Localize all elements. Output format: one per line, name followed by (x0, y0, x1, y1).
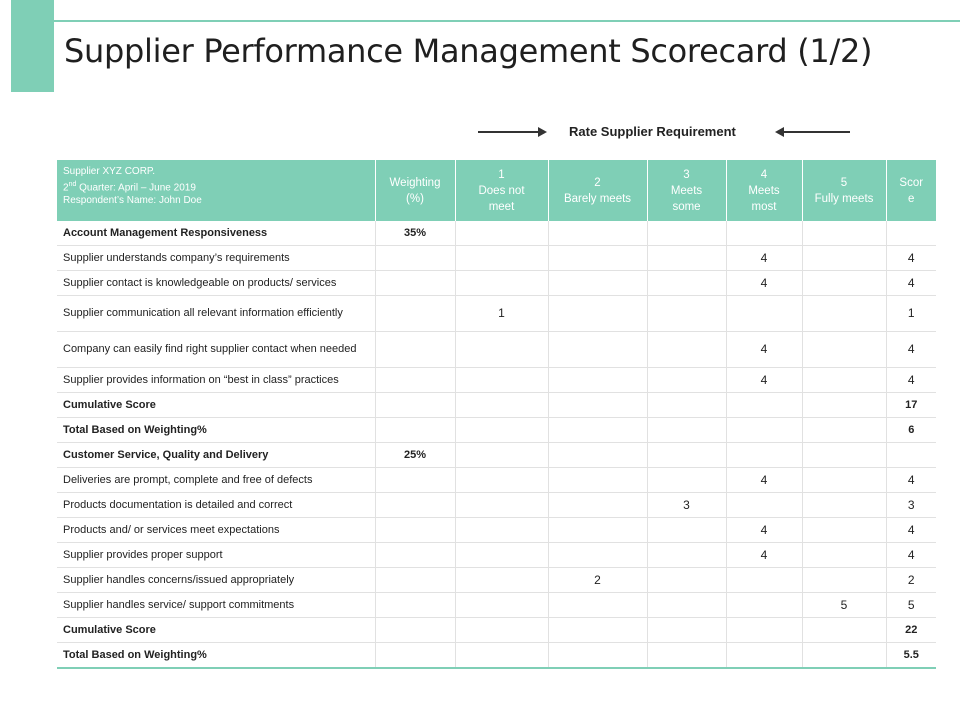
row-score (886, 443, 936, 468)
scorecard-table (57, 160, 936, 669)
table-row (57, 643, 936, 669)
row-label: Company can easily find right supplier contact when needed (57, 332, 375, 368)
table-row: Deliveries are prompt, complete and free of defects 4 4 (57, 468, 936, 493)
table-row (57, 618, 936, 643)
row-label: Supplier provides proper support (57, 543, 375, 568)
accent-block (11, 0, 54, 92)
rating-3-header: 3 Meets some (647, 160, 726, 221)
rating-1-header: 1 Does not meet (455, 160, 548, 221)
left-arrow-line (782, 131, 850, 133)
row-score: 5.5 (886, 643, 936, 669)
row-score: 4 (886, 543, 936, 568)
row-weight (375, 332, 455, 368)
supplier-name: Supplier XYZ CORP. (63, 166, 156, 177)
row-weight: 35% (375, 221, 455, 246)
row-label: Deliveries are prompt, complete and free of defects (57, 468, 375, 493)
table-row: Supplier contact is knowledgeable on products/ services 4 4 (57, 271, 936, 296)
row-weight (375, 246, 455, 271)
right-arrow-icon (538, 127, 547, 137)
row-label: Customer Service, Quality and Delivery (57, 443, 375, 468)
table-row: Supplier handles service/ support commitments 5 5 (57, 593, 936, 618)
row-score: 4 (886, 246, 936, 271)
table-row: Supplier provides information on “best in class” practices 4 4 (57, 368, 936, 393)
table-header-row (57, 160, 936, 221)
row-label: Supplier handles service/ support commitments (57, 593, 375, 618)
table-row (57, 443, 936, 468)
table-row: Supplier handles concerns/issued appropriately 2 2 (57, 568, 936, 593)
top-divider (54, 20, 960, 22)
row-weight (375, 493, 455, 518)
row-score: 6 (886, 418, 936, 443)
row-score: 4 (886, 468, 936, 493)
row-label: Supplier contact is knowledgeable on products/ services (57, 271, 375, 296)
row-weight (375, 593, 455, 618)
table-row: Supplier communication all relevant information efficiently 1 1 (57, 296, 936, 332)
row-label: Supplier communication all relevant information efficiently (57, 296, 375, 332)
row-label: Products and/ or services meet expectations (57, 518, 375, 543)
table-row: Company can easily find right supplier contact when needed 4 4 (57, 332, 936, 368)
row-score: 2 (886, 568, 936, 593)
row-label: Products documentation is detailed and correct (57, 493, 375, 518)
table-row (57, 393, 936, 418)
rating-2-header: 2 Barely meets (548, 160, 647, 221)
table-row (57, 418, 936, 443)
row-score: 17 (886, 393, 936, 418)
page-title: Supplier Performance Management Scorecard (1/2) (64, 32, 873, 70)
row-label: Total Based on Weighting% (57, 643, 375, 669)
row-weight (375, 393, 455, 418)
row-label: Cumulative Score (57, 618, 375, 643)
supplier-info-header (57, 160, 375, 221)
row-label: Supplier handles concerns/issued appropriately (57, 568, 375, 593)
row-label: Cumulative Score (57, 393, 375, 418)
row-score: 22 (886, 618, 936, 643)
row-weight (375, 271, 455, 296)
row-weight: 25% (375, 443, 455, 468)
rating-5-header: 5 Fully meets (802, 160, 886, 221)
row-weight (375, 368, 455, 393)
table-row (57, 221, 936, 246)
row-weight (375, 543, 455, 568)
row-weight (375, 643, 455, 669)
row-weight (375, 468, 455, 493)
table-row: Products documentation is detailed and correct 3 3 (57, 493, 936, 518)
row-label: Supplier provides information on “best in class” practices (57, 368, 375, 393)
rate-label: Rate Supplier Requirement (569, 124, 736, 139)
row-label: Account Management Responsiveness (57, 221, 375, 246)
row-label: Supplier understands company’s requirements (57, 246, 375, 271)
table-row: Supplier understands company’s requirements 4 4 (57, 246, 936, 271)
row-weight (375, 618, 455, 643)
row-score: 3 (886, 493, 936, 518)
rating-4-header: 4 Meets most (726, 160, 802, 221)
row-score (886, 221, 936, 246)
row-weight (375, 296, 455, 332)
rate-indicator (478, 124, 850, 140)
row-weight (375, 418, 455, 443)
row-score: 1 (886, 296, 936, 332)
score-header: Scor e (886, 160, 936, 221)
supplier-quarter: 2nd Quarter: April – June 2019 (63, 181, 196, 194)
row-score: 4 (886, 518, 936, 543)
row-score: 4 (886, 332, 936, 368)
row-weight (375, 518, 455, 543)
respondent-name: Respondent’s Name: John Doe (63, 195, 202, 207)
row-score: 5 (886, 593, 936, 618)
row-weight (375, 568, 455, 593)
table-row: Products and/ or services meet expectations 4 4 (57, 518, 936, 543)
row-score: 4 (886, 271, 936, 296)
right-arrow-line (478, 131, 540, 133)
row-label: Total Based on Weighting% (57, 418, 375, 443)
weighting-header: Weighting (%) (375, 160, 455, 221)
row-score: 4 (886, 368, 936, 393)
table-row: Supplier provides proper support 4 4 (57, 543, 936, 568)
